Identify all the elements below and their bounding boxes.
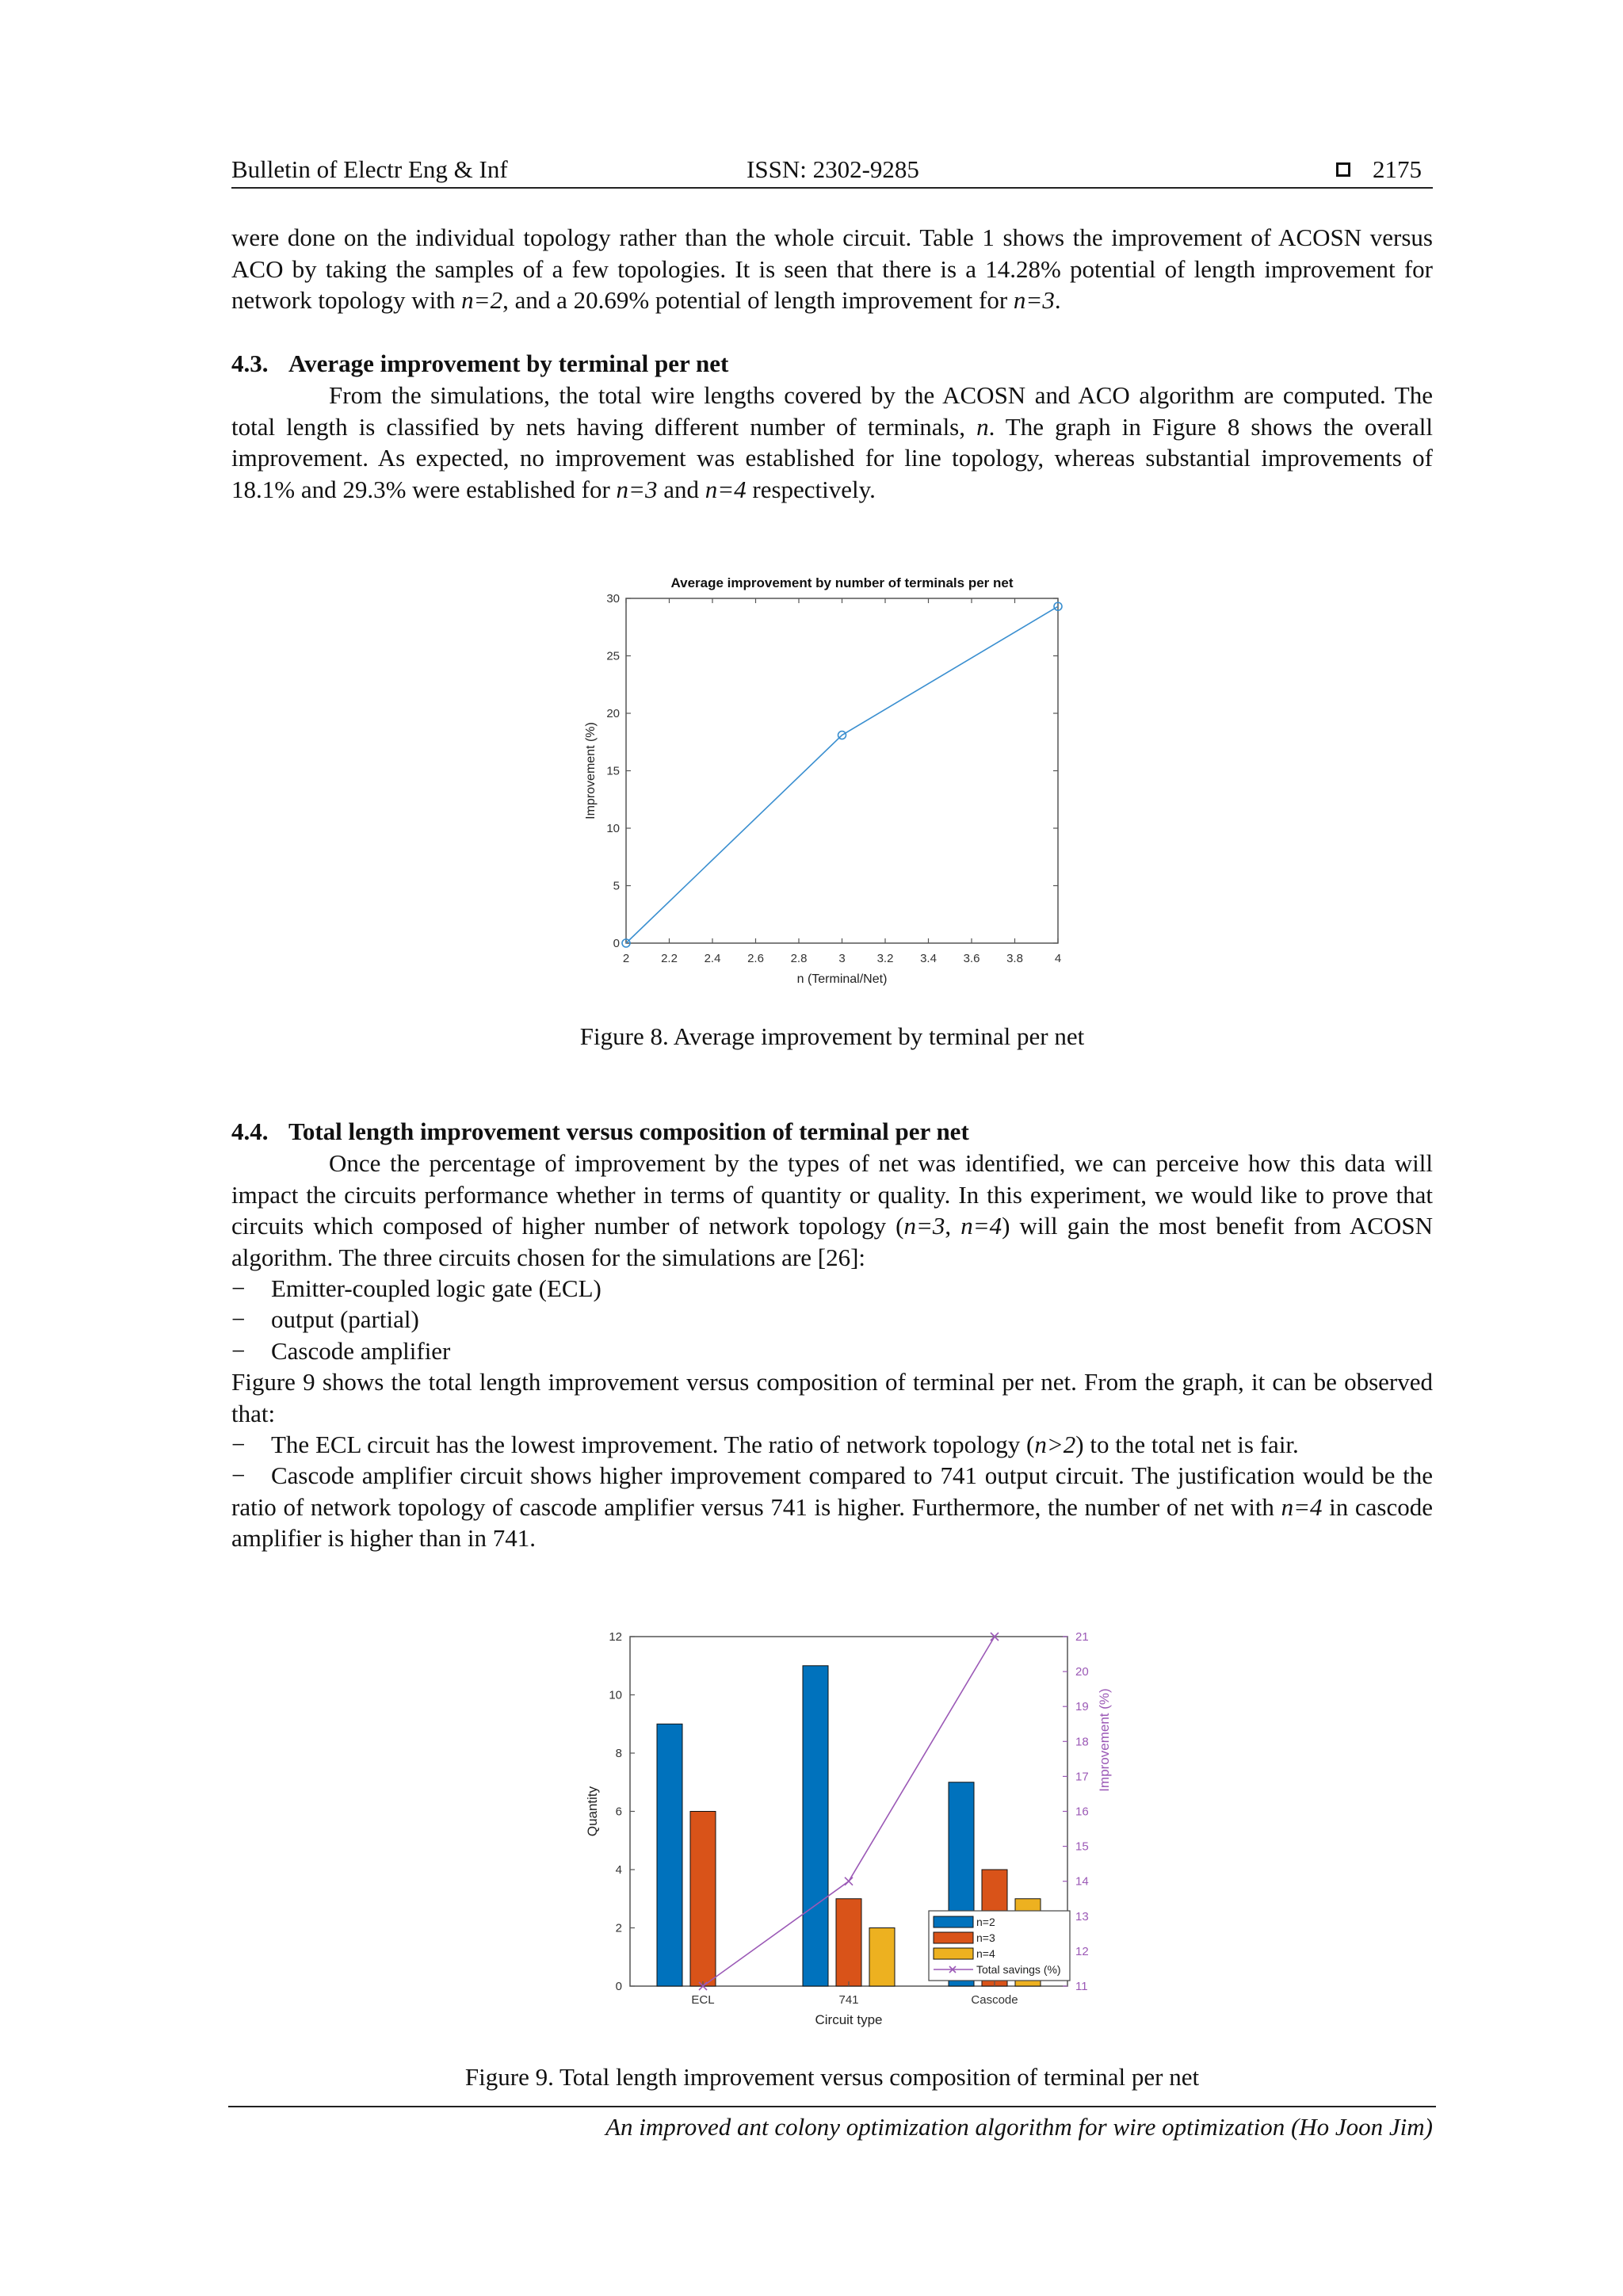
page-number: 2175 xyxy=(1373,155,1422,183)
x-tick-label: 2.6 xyxy=(747,952,764,965)
figure-8-caption: Figure 8. Average improvement by terminal per net xyxy=(579,1022,1085,1050)
y2-tick-label: 12 xyxy=(1075,1944,1089,1958)
section-4-3-paragraph: From the simulations, the total wire lengths covered by the ACOSN and ACO algorithm are computed. The total length is classified by nets having different number of terminals, n. The graph in Figure 8 shows the overall improvement. As expected, no improvement was established for line topology, whereas substantial improvements of 18.1% and 29.3% were established for n=3 and n=4 respectively. xyxy=(231,381,1433,503)
x-tick-label: 3.4 xyxy=(920,952,937,965)
y-tick-label: 30 xyxy=(606,592,620,606)
bar-n3 xyxy=(836,1899,861,1986)
y-tick-label: 15 xyxy=(606,764,620,778)
circuit-list-item: − Cascode amplifier xyxy=(231,1337,451,1365)
y-tick-label: 5 xyxy=(613,879,620,893)
y-tick-label: 2 xyxy=(615,1921,622,1935)
issn: ISSN: 2302-9285 xyxy=(747,155,919,183)
y-tick-label: 10 xyxy=(606,822,620,835)
circuit-list-item: − Emitter-coupled logic gate (ECL) xyxy=(231,1274,601,1302)
y-tick-label: 10 xyxy=(609,1688,622,1702)
legend-swatch xyxy=(934,1948,973,1959)
running-footer: An improved ant colony optimization algorithm for wire optimization (Ho Joon Jim) xyxy=(605,2113,1433,2141)
legend-swatch xyxy=(934,1916,973,1927)
x-axis-label: n (Terminal/Net) xyxy=(796,972,888,986)
section-4-4-paragraph: Once the percentage of improvement by the types of net was identified, we can perceive how this data will impact the circuits performance whether in terms of quantity or quality. In this experiment, we would like to prove that circuits which composed of higher number of network topology (n=3, n=4) will gain the most benefit from ACOSN algorithm. The three circuits chosen for the simulations are [26]: xyxy=(231,1149,1433,1271)
y-tick-label: 0 xyxy=(613,937,620,950)
y-axis-label: Quantity xyxy=(585,1786,600,1837)
y-axis-label: Improvement (%) xyxy=(584,722,598,819)
y-tick-label: 4 xyxy=(615,1863,622,1877)
y2-tick-label: 15 xyxy=(1075,1839,1089,1854)
bar-n3 xyxy=(690,1812,716,1987)
y-tick-label: 20 xyxy=(606,707,620,720)
y2-tick-label: 14 xyxy=(1075,1874,1089,1889)
observation-cascode: − Cascode amplifier circuit shows higher improvement compared to 741 output circuit. The justification would be the ratio of network topology of cascode amplifier versus 741 is higher. Furthermore, the number of net with n=4 in cascode amplifier is higher than in 741. xyxy=(231,1461,1433,1552)
y-tick-label: 12 xyxy=(609,1630,622,1644)
footer-rule xyxy=(228,2106,1436,2107)
x-tick-label: 2.2 xyxy=(661,952,678,965)
y2-tick-label: 16 xyxy=(1075,1805,1089,1819)
observation-ecl: − The ECL circuit has the lowest improvement. The ratio of network topology (n>2) to the total net is fair. xyxy=(231,1431,1299,1458)
section-4-3-heading: 4.3. Average improvement by terminal per net xyxy=(231,350,729,377)
y2-axis-label: Improvement (%) xyxy=(1097,1688,1112,1792)
y-tick-label: 25 xyxy=(606,649,620,663)
y2-tick-label: 17 xyxy=(1075,1770,1089,1784)
legend-label: n=4 xyxy=(976,1947,995,1960)
x-tick-label: Cascode xyxy=(971,1993,1018,2007)
x-tick-label: 2.4 xyxy=(704,952,721,965)
chart-title: Average improvement by number of terminals per net xyxy=(670,575,1014,590)
x-tick-label: 3 xyxy=(838,952,846,965)
figure-9-caption: Figure 9. Total length improvement versus composition of terminal per net xyxy=(464,2063,1200,2091)
figure-8-line-chart xyxy=(555,567,1078,995)
running-header xyxy=(231,151,1433,189)
y2-tick-label: 11 xyxy=(1075,1980,1088,1993)
x-tick-label: 3.2 xyxy=(876,952,894,965)
x-tick-label: 2 xyxy=(622,952,630,965)
x-tick-label: 741 xyxy=(838,1993,859,2007)
legend-swatch xyxy=(934,1932,973,1943)
square-icon xyxy=(1336,162,1350,177)
bar-n4 xyxy=(869,1928,895,1987)
plot-area xyxy=(626,598,1058,943)
page-number-block xyxy=(1336,155,1422,184)
x-tick-label: 3.8 xyxy=(1006,952,1023,965)
y2-tick-label: 18 xyxy=(1075,1735,1089,1749)
section-4-4-heading: 4.4. Total length improvement versus composition of terminal per net xyxy=(231,1117,969,1145)
y2-tick-label: 21 xyxy=(1075,1630,1089,1644)
x-tick-label: 4 xyxy=(1054,952,1062,965)
y-tick-label: 8 xyxy=(615,1747,622,1760)
y-tick-label: 0 xyxy=(615,1980,622,1993)
figure-9-bar-line-chart xyxy=(555,1617,1125,2045)
bar-n2 xyxy=(803,1666,828,1986)
y2-tick-label: 20 xyxy=(1075,1665,1089,1679)
bar-n2 xyxy=(657,1724,682,1986)
legend-label: n=2 xyxy=(976,1916,995,1928)
intro-paragraph: were done on the individual topology rather than the whole circuit. Table 1 shows the improvement of ACOSN versus ACO by taking the samples of a few topologies. It is seen that there is a 14.28% potential of length improvement for network topology with n=2, and a 20.69% potential of length improvement for n=3. xyxy=(231,223,1433,314)
y2-tick-label: 13 xyxy=(1075,1909,1089,1924)
x-tick-label: ECL xyxy=(691,1993,715,2007)
x-axis-label: Circuit type xyxy=(815,2012,883,2027)
circuit-list-item: − output (partial) xyxy=(231,1305,419,1333)
legend-label: n=3 xyxy=(976,1931,995,1944)
x-tick-label: 2.8 xyxy=(790,952,808,965)
legend-label: Total savings (%) xyxy=(976,1963,1061,1976)
x-tick-label: 3.6 xyxy=(963,952,980,965)
y-tick-label: 6 xyxy=(615,1805,622,1819)
journal-name: Bulletin of Electr Eng & Inf xyxy=(231,155,508,183)
y2-tick-label: 19 xyxy=(1075,1700,1089,1714)
figure-9-intro-paragraph: Figure 9 shows the total length improvement versus composition of terminal per net. From the graph, it can be observed that: xyxy=(231,1368,1433,1427)
